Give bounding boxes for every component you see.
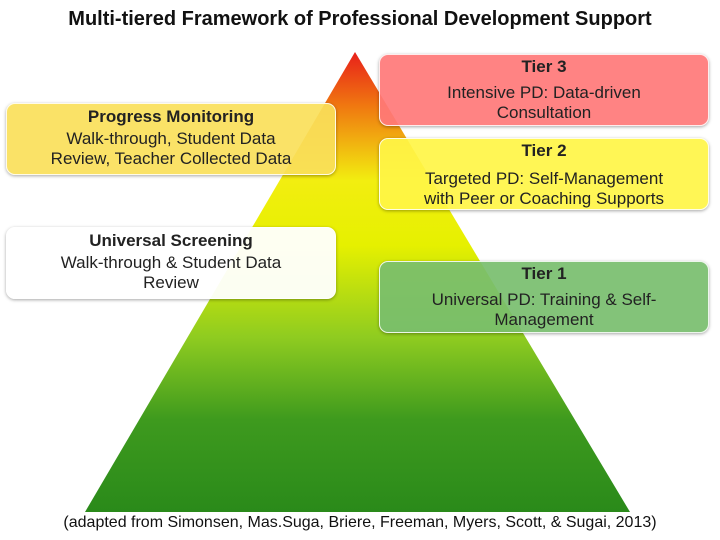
tier2-line2: with Peer or Coaching Supports — [423, 189, 665, 208]
universal-screening-line1: Walk-through & Student Data — [60, 253, 282, 272]
tier2-heading: Tier 2 — [521, 141, 567, 160]
progress-monitoring-heading: Progress Monitoring — [87, 107, 255, 126]
tier1-heading: Tier 1 — [521, 264, 567, 283]
tier1-line2: Management — [494, 310, 594, 329]
progress-monitoring-box — [6, 103, 336, 175]
universal-screening-box — [6, 227, 336, 299]
citation: (adapted from Simonsen, Mas.Suga, Briere, Freeman, Myers, Scott, & Sugai, 2013) — [63, 514, 657, 531]
tier2-line1: Targeted PD: Self-Management — [424, 169, 664, 188]
universal-screening-heading: Universal Screening — [89, 231, 253, 250]
tier1-box — [379, 261, 709, 333]
tier2-box — [379, 138, 709, 210]
progress-monitoring-line1: Walk-through, Student Data — [66, 129, 276, 148]
universal-screening-line2: Review — [143, 273, 199, 292]
progress-monitoring-line2: Review, Teacher Collected Data — [50, 149, 292, 168]
tier3-heading: Tier 3 — [521, 57, 567, 76]
tier3-line1: Intensive PD: Data-driven — [447, 83, 641, 102]
tier3-box — [379, 54, 709, 126]
tier3-line2: Consultation — [496, 103, 592, 122]
page-title: Multi-tiered Framework of Professional Development Support — [68, 8, 652, 30]
tier1-line1: Universal PD: Training & Self- — [431, 290, 657, 309]
